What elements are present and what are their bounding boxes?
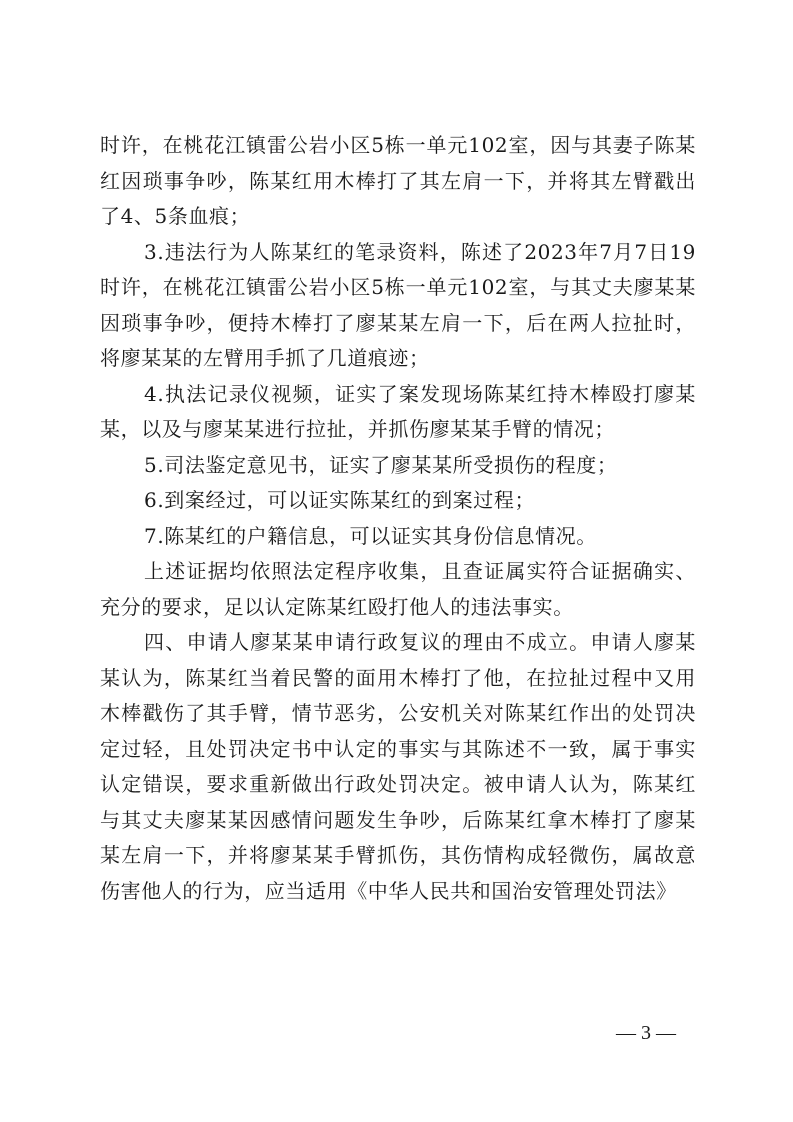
paragraph-continuation: 时许，在桃花江镇雷公岩小区5栋一单元102室，因与其妻子陈某红因琐事争吵，陈某红用木棒打了其左肩一下，并将其左臂戳出了4、5条血痕； [100, 133, 696, 228]
page-number: — 3 — [616, 1022, 676, 1044]
paragraph-evidence-summary: 上述证据均依照法定程序收集，且查证属实符合证据确实、充分的要求，足以认定陈某红殴打他人的违法事实。 [100, 559, 696, 619]
paragraph-section-four: 四、申请人廖某某申请行政复议的理由不成立。申请人廖某某认为，陈某红当着民警的面用木棒打了他，在拉扯过程中又用木棒戳伤了其手臂，情节恶劣，公安机关对陈某红作出的处罚决定过轻，且处罚决定书中认定的事实与其陈述不一致，属于事实认定错误，要求重新做出行政处罚决定。被申请人认为，陈某红与其丈夫廖某某因感情问题发生争吵，后陈某红拿木棒打了廖某某左肩一下，并将廖某某手臂抓伤，其伤情构成轻微伤，属故意伤害他人的行为，应当适用《中华人民共和国治安管理处罚法》 [100, 630, 696, 903]
paragraph-evidence-4: 4.执法记录仪视频，证实了案发现场陈某红持木棒殴打廖某某，以及与廖某某进行拉扯，并抓伤廖某某手臂的情况； [100, 381, 696, 441]
paragraph-evidence-5: 5.司法鉴定意见书，证实了廖某某所受损伤的程度； [144, 452, 618, 477]
paragraph-evidence-6: 6.到案经过，可以证实陈某红的到案过程； [144, 488, 536, 512]
paragraph-evidence-7: 7.陈某红的户籍信息，可以证实其身份信息情况。 [144, 523, 597, 548]
paragraph-evidence-3: 3.违法行为人陈某红的笔录资料，陈述了2023年7月7日19时许，在桃花江镇雷公岩小区5栋一单元102室，与其丈夫廖某某因琐事争吵，便持木棒打了廖某某左肩一下，后在两人拉扯时，将廖某某的左臂用手抓了几道痕迹； [100, 239, 696, 370]
document-body [100, 128, 696, 909]
